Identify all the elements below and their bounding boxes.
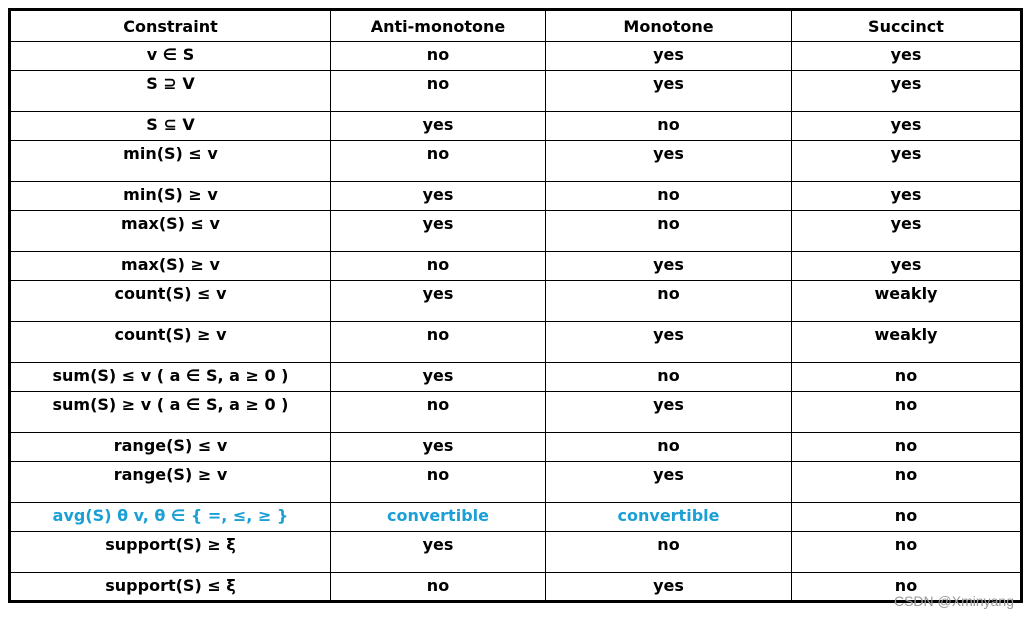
constraint-cell: count(S) ≥ v [10, 322, 331, 363]
anti-monotone-cell: no [331, 573, 546, 602]
succinct-cell: yes [792, 112, 1022, 141]
anti-monotone-cell: no [331, 462, 546, 503]
succinct-cell: yes [792, 252, 1022, 281]
monotone-cell: yes [546, 42, 792, 71]
constraint-cell: S ⊆ V [10, 112, 331, 141]
table-row [10, 392, 1022, 433]
constraint-cell: min(S) ≤ v [10, 141, 331, 182]
anti-monotone-cell: no [331, 42, 546, 71]
succinct-cell: yes [792, 211, 1022, 252]
monotone-cell: yes [546, 462, 792, 503]
table-row [10, 211, 1022, 252]
constraint-cell: S ⊇ V [10, 71, 331, 112]
table-row [10, 141, 1022, 182]
table-row [10, 71, 1022, 112]
anti-monotone-cell: yes [331, 433, 546, 462]
monotone-cell: no [546, 433, 792, 462]
constraint-cell: max(S) ≤ v [10, 211, 331, 252]
monotone-cell: yes [546, 71, 792, 112]
monotone-cell: no [546, 182, 792, 211]
monotone-cell: no [546, 112, 792, 141]
monotone-cell: no [546, 281, 792, 322]
constraint-cell: sum(S) ≥ v ( a ∈ S, a ≥ 0 ) [10, 392, 331, 433]
succinct-cell: weakly [792, 281, 1022, 322]
constraint-cell: v ∈ S [10, 42, 331, 71]
constraint-properties-table [8, 8, 1023, 603]
anti-monotone-cell: yes [331, 363, 546, 392]
anti-monotone-cell: yes [331, 211, 546, 252]
succinct-cell: yes [792, 71, 1022, 112]
succinct-cell: yes [792, 141, 1022, 182]
anti-monotone-cell: no [331, 252, 546, 281]
anti-monotone-cell: convertible [331, 503, 546, 532]
succinct-cell: no [792, 532, 1022, 573]
table-row [10, 112, 1022, 141]
monotone-cell: yes [546, 392, 792, 433]
monotone-cell: no [546, 211, 792, 252]
constraint-cell: range(S) ≤ v [10, 433, 331, 462]
succinct-cell: yes [792, 182, 1022, 211]
table-row [10, 322, 1022, 363]
monotone-cell: yes [546, 573, 792, 602]
succinct-cell: no [792, 573, 1022, 602]
table-row [10, 42, 1022, 71]
monotone-cell: convertible [546, 503, 792, 532]
constraint-cell: count(S) ≤ v [10, 281, 331, 322]
constraint-cell: avg(S) θ v, θ ∈ { =, ≤, ≥ } [10, 503, 331, 532]
table-row [10, 281, 1022, 322]
succinct-cell: no [792, 363, 1022, 392]
anti-monotone-cell: no [331, 71, 546, 112]
header-succinct: Succinct [792, 10, 1022, 42]
succinct-cell: no [792, 392, 1022, 433]
table-row [10, 433, 1022, 462]
constraint-cell: min(S) ≥ v [10, 182, 331, 211]
monotone-cell: no [546, 363, 792, 392]
header-anti-monotone: Anti-monotone [331, 10, 546, 42]
anti-monotone-cell: no [331, 392, 546, 433]
succinct-cell: no [792, 503, 1022, 532]
succinct-cell: no [792, 433, 1022, 462]
constraint-cell: support(S) ≤ ξ [10, 573, 331, 602]
anti-monotone-cell: yes [331, 182, 546, 211]
anti-monotone-cell: yes [331, 112, 546, 141]
table-row [10, 252, 1022, 281]
header-monotone: Monotone [546, 10, 792, 42]
table-row [10, 503, 1022, 532]
watermark: CSDN @Xminyang [893, 593, 1014, 609]
table-row [10, 573, 1022, 602]
table-row [10, 363, 1022, 392]
anti-monotone-cell: no [331, 141, 546, 182]
succinct-cell: yes [792, 42, 1022, 71]
anti-monotone-cell: yes [331, 281, 546, 322]
anti-monotone-cell: no [331, 322, 546, 363]
monotone-cell: yes [546, 141, 792, 182]
constraint-cell: sum(S) ≤ v ( a ∈ S, a ≥ 0 ) [10, 363, 331, 392]
header-constraint: Constraint [10, 10, 331, 42]
constraint-cell: range(S) ≥ v [10, 462, 331, 503]
constraint-cell: support(S) ≥ ξ [10, 532, 331, 573]
anti-monotone-cell: yes [331, 532, 546, 573]
monotone-cell: yes [546, 322, 792, 363]
constraint-cell: max(S) ≥ v [10, 252, 331, 281]
monotone-cell: no [546, 532, 792, 573]
header-row [10, 10, 1022, 42]
succinct-cell: no [792, 462, 1022, 503]
monotone-cell: yes [546, 252, 792, 281]
table-row [10, 532, 1022, 573]
table-row [10, 182, 1022, 211]
succinct-cell: weakly [792, 322, 1022, 363]
table-row [10, 462, 1022, 503]
